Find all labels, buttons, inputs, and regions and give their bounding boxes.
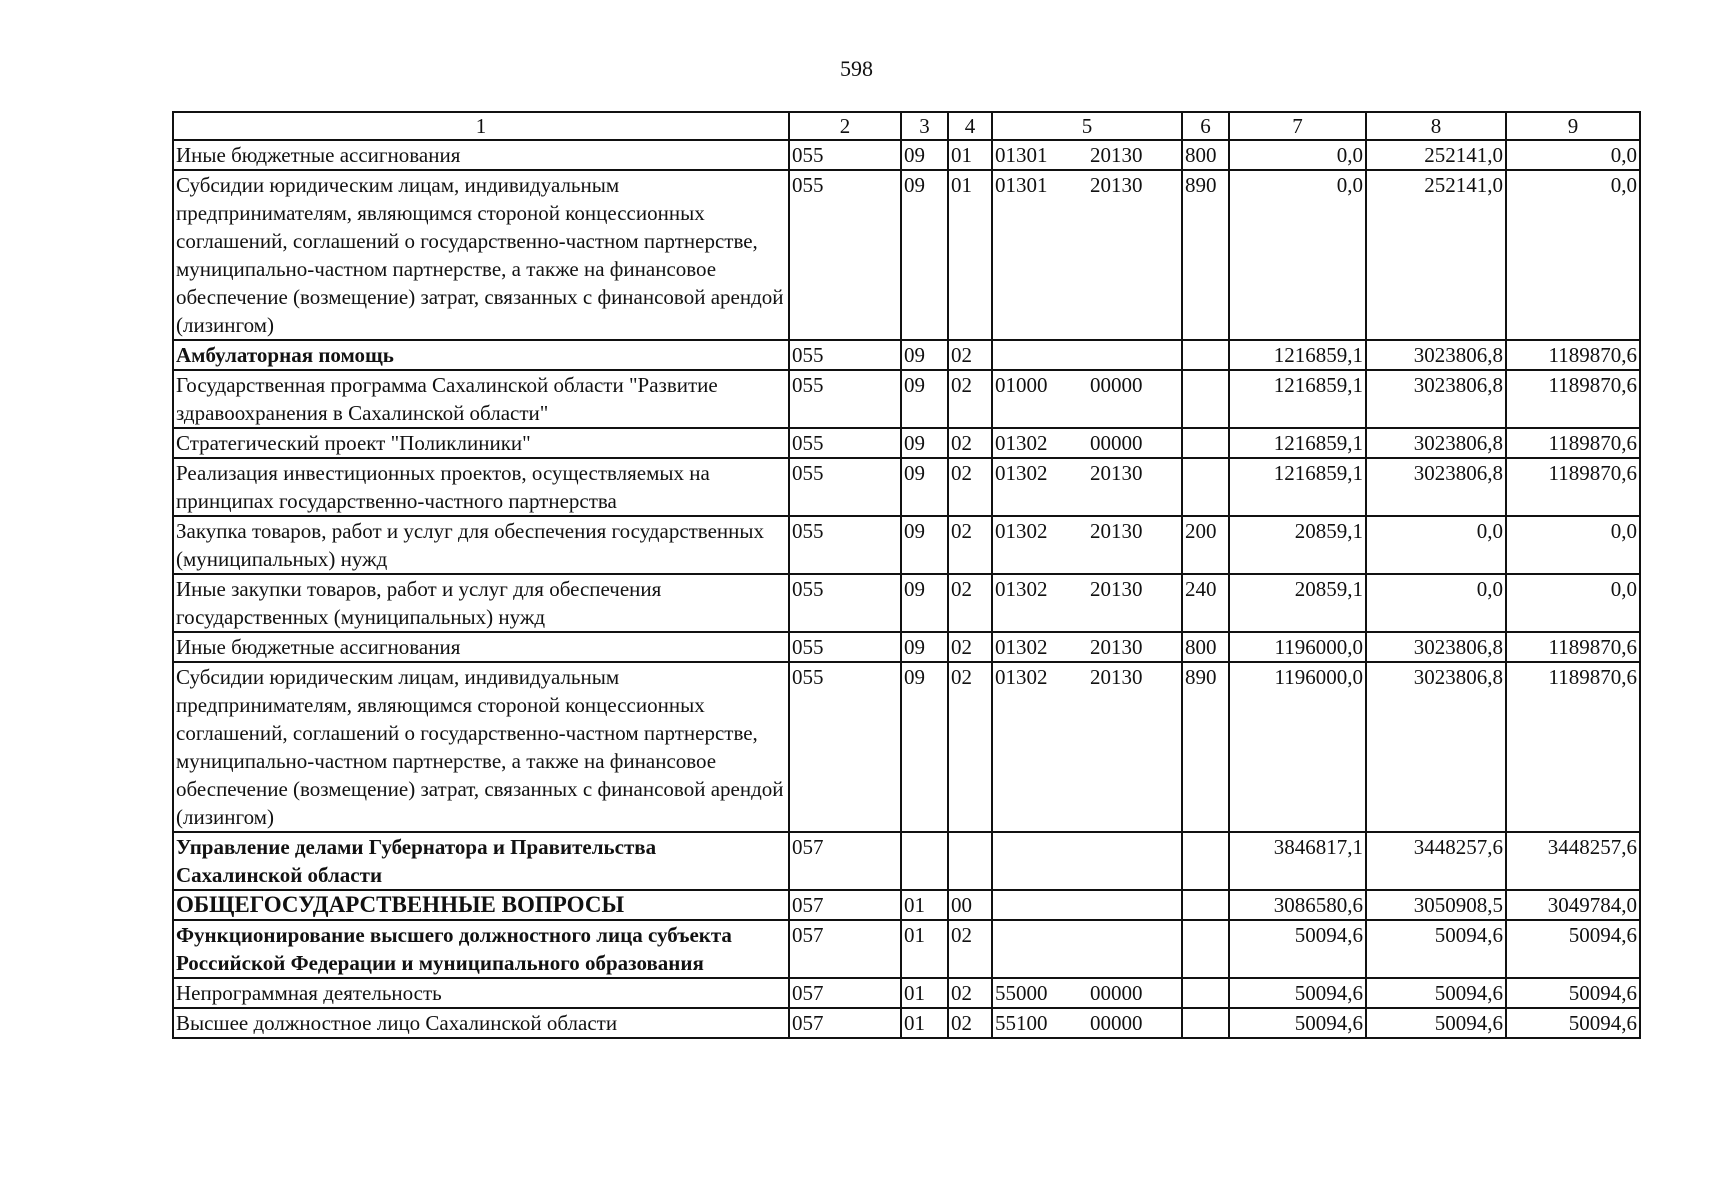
header-cell: 4 <box>948 112 992 140</box>
table-row <box>173 140 1640 170</box>
expense-type-code <box>1182 832 1229 890</box>
table-row <box>173 516 1640 574</box>
table-body <box>173 140 1640 1038</box>
expense-type-code <box>1182 978 1229 1008</box>
row-name: Функционирование высшего должностного лица субъекта Российской Федерации и муниципального образования <box>173 920 789 978</box>
table-row <box>173 920 1640 978</box>
section-code: 09 <box>901 340 948 370</box>
amount-col-9: 3448257,6 <box>1506 832 1640 890</box>
amount-col-8: 3023806,8 <box>1366 662 1506 832</box>
subsection-code: 01 <box>948 140 992 170</box>
expense-type-code <box>1182 890 1229 920</box>
target-article-program: 55000 <box>995 981 1048 1005</box>
grbs-code: 055 <box>789 428 901 458</box>
header-cell: 7 <box>1229 112 1366 140</box>
subsection-code: 02 <box>948 662 992 832</box>
target-article-code <box>992 920 1182 978</box>
grbs-code: 055 <box>789 340 901 370</box>
amount-col-7: 50094,6 <box>1229 920 1366 978</box>
section-code: 09 <box>901 428 948 458</box>
target-article-direction: 00000 <box>1090 431 1143 455</box>
section-code: 09 <box>901 170 948 340</box>
target-article-program: 01302 <box>995 665 1048 689</box>
subsection-code: 02 <box>948 1008 992 1038</box>
amount-col-7: 1216859,1 <box>1229 428 1366 458</box>
amount-col-7: 3846817,1 <box>1229 832 1366 890</box>
amount-col-7: 20859,1 <box>1229 516 1366 574</box>
target-article-program: 01302 <box>995 635 1048 659</box>
amount-col-8: 3050908,5 <box>1366 890 1506 920</box>
budget-table <box>172 111 1641 1039</box>
target-article-direction: 00000 <box>1090 1011 1143 1035</box>
target-article-direction: 20130 <box>1090 635 1143 659</box>
target-article-direction: 20130 <box>1090 173 1143 197</box>
amount-col-9: 0,0 <box>1506 516 1640 574</box>
row-name: Управление делами Губернатора и Правительства Сахалинской области <box>173 832 789 890</box>
expense-type-code: 800 <box>1182 632 1229 662</box>
table-row <box>173 632 1640 662</box>
header-cell: 2 <box>789 112 901 140</box>
subsection-code: 02 <box>948 632 992 662</box>
subsection-code: 02 <box>948 370 992 428</box>
table-row <box>173 1008 1640 1038</box>
target-article-direction: 20130 <box>1090 665 1143 689</box>
section-code: 09 <box>901 574 948 632</box>
row-name: Государственная программа Сахалинской области "Развитие здравоохранения в Сахалинской области" <box>173 370 789 428</box>
expense-type-code <box>1182 458 1229 516</box>
section-code: 09 <box>901 370 948 428</box>
section-code: 01 <box>901 1008 948 1038</box>
amount-col-9: 1189870,6 <box>1506 458 1640 516</box>
amount-col-7: 1216859,1 <box>1229 340 1366 370</box>
amount-col-9: 1189870,6 <box>1506 370 1640 428</box>
grbs-code: 055 <box>789 574 901 632</box>
grbs-code: 055 <box>789 458 901 516</box>
grbs-code: 055 <box>789 662 901 832</box>
expense-type-code: 890 <box>1182 662 1229 832</box>
table-row <box>173 890 1640 920</box>
grbs-code: 057 <box>789 832 901 890</box>
row-name: Иные бюджетные ассигнования <box>173 140 789 170</box>
target-article-program: 01302 <box>995 577 1048 601</box>
amount-col-8: 3023806,8 <box>1366 370 1506 428</box>
grbs-code: 055 <box>789 170 901 340</box>
target-article-code <box>992 1008 1182 1038</box>
table-row <box>173 370 1640 428</box>
amount-col-9: 0,0 <box>1506 574 1640 632</box>
target-article-direction: 20130 <box>1090 461 1143 485</box>
row-name: Субсидии юридическим лицам, индивидуальным предпринимателям, являющимся стороной концессионных соглашений, соглашений о государственно-частном партнерстве, муниципально-частном партнерстве, а также на финансовое обеспечение (возмещение) затрат, связанных с финансовой арендой (лизингом) <box>173 662 789 832</box>
amount-col-9: 50094,6 <box>1506 920 1640 978</box>
amount-col-7: 1216859,1 <box>1229 458 1366 516</box>
amount-col-7: 0,0 <box>1229 170 1366 340</box>
target-article-program: 01302 <box>995 461 1048 485</box>
header-cell: 1 <box>173 112 789 140</box>
amount-col-9: 1189870,6 <box>1506 632 1640 662</box>
section-code: 01 <box>901 920 948 978</box>
target-article-code <box>992 632 1182 662</box>
row-name: Иные бюджетные ассигнования <box>173 632 789 662</box>
target-article-code <box>992 516 1182 574</box>
target-article-program: 01301 <box>995 143 1048 167</box>
section-code: 09 <box>901 632 948 662</box>
row-name: Стратегический проект "Поликлиники" <box>173 428 789 458</box>
expense-type-code: 890 <box>1182 170 1229 340</box>
page-number: 598 <box>840 56 873 81</box>
amount-col-8: 0,0 <box>1366 574 1506 632</box>
subsection-code: 02 <box>948 458 992 516</box>
grbs-code: 055 <box>789 516 901 574</box>
header-cell: 3 <box>901 112 948 140</box>
target-article-program: 01302 <box>995 431 1048 455</box>
section-code: 09 <box>901 458 948 516</box>
expense-type-code <box>1182 370 1229 428</box>
amount-col-8: 50094,6 <box>1366 920 1506 978</box>
target-article-code <box>992 340 1182 370</box>
amount-col-8: 252141,0 <box>1366 140 1506 170</box>
grbs-code: 057 <box>789 890 901 920</box>
row-name: Реализация инвестиционных проектов, осуществляемых на принципах государственно-частного партнерства <box>173 458 789 516</box>
amount-col-7: 0,0 <box>1229 140 1366 170</box>
subsection-code: 00 <box>948 890 992 920</box>
grbs-code: 057 <box>789 978 901 1008</box>
target-article-code <box>992 890 1182 920</box>
target-article-code <box>992 458 1182 516</box>
header-cell: 6 <box>1182 112 1229 140</box>
target-article-program: 55100 <box>995 1011 1048 1035</box>
grbs-code: 055 <box>789 140 901 170</box>
table-row <box>173 978 1640 1008</box>
amount-col-9: 1189870,6 <box>1506 340 1640 370</box>
section-code: 09 <box>901 140 948 170</box>
expense-type-code: 200 <box>1182 516 1229 574</box>
subsection-code: 02 <box>948 428 992 458</box>
expense-type-code: 800 <box>1182 140 1229 170</box>
grbs-code: 055 <box>789 370 901 428</box>
table-row <box>173 458 1640 516</box>
target-article-direction: 00000 <box>1090 373 1143 397</box>
target-article-program: 01000 <box>995 373 1048 397</box>
amount-col-9: 50094,6 <box>1506 978 1640 1008</box>
amount-col-9: 3049784,0 <box>1506 890 1640 920</box>
table-row <box>173 662 1640 832</box>
target-article-direction: 00000 <box>1090 981 1143 1005</box>
subsection-code: 02 <box>948 516 992 574</box>
target-article-code <box>992 370 1182 428</box>
target-article-direction: 20130 <box>1090 519 1143 543</box>
expense-type-code <box>1182 920 1229 978</box>
table-row <box>173 170 1640 340</box>
amount-col-8: 50094,6 <box>1366 978 1506 1008</box>
target-article-code <box>992 832 1182 890</box>
amount-col-8: 0,0 <box>1366 516 1506 574</box>
header-cell: 5 <box>992 112 1182 140</box>
table-row <box>173 574 1640 632</box>
subsection-code: 01 <box>948 170 992 340</box>
row-name: Субсидии юридическим лицам, индивидуальным предпринимателям, являющимся стороной концессионных соглашений, соглашений о государственно-частном партнерстве, муниципально-частном партнерстве, а также на финансовое обеспечение (возмещение) затрат, связанных с финансовой арендой (лизингом) <box>173 170 789 340</box>
subsection-code: 02 <box>948 978 992 1008</box>
table-row <box>173 832 1640 890</box>
header-cell: 8 <box>1366 112 1506 140</box>
row-name: Иные закупки товаров, работ и услуг для обеспечения государственных (муниципальных) нужд <box>173 574 789 632</box>
target-article-code <box>992 574 1182 632</box>
amount-col-9: 0,0 <box>1506 170 1640 340</box>
grbs-code: 055 <box>789 632 901 662</box>
amount-col-7: 1216859,1 <box>1229 370 1366 428</box>
target-article-code <box>992 428 1182 458</box>
amount-col-9: 1189870,6 <box>1506 662 1640 832</box>
amount-col-8: 252141,0 <box>1366 170 1506 340</box>
section-code: 01 <box>901 890 948 920</box>
target-article-direction: 20130 <box>1090 143 1143 167</box>
amount-col-7: 50094,6 <box>1229 1008 1366 1038</box>
table-row <box>173 340 1640 370</box>
amount-col-7: 1196000,0 <box>1229 662 1366 832</box>
target-article-code <box>992 978 1182 1008</box>
amount-col-8: 3023806,8 <box>1366 458 1506 516</box>
expense-type-code <box>1182 1008 1229 1038</box>
section-code <box>901 832 948 890</box>
amount-col-9: 50094,6 <box>1506 1008 1640 1038</box>
amount-col-9: 0,0 <box>1506 140 1640 170</box>
header-row <box>173 112 1640 140</box>
row-name: Закупка товаров, работ и услуг для обеспечения государственных (муниципальных) нужд <box>173 516 789 574</box>
row-name: Высшее должностное лицо Сахалинской области <box>173 1008 789 1038</box>
amount-col-8: 3023806,8 <box>1366 632 1506 662</box>
amount-col-7: 20859,1 <box>1229 574 1366 632</box>
amount-col-8: 3023806,8 <box>1366 340 1506 370</box>
amount-col-7: 3086580,6 <box>1229 890 1366 920</box>
amount-col-7: 50094,6 <box>1229 978 1366 1008</box>
expense-type-code <box>1182 340 1229 370</box>
target-article-code <box>992 140 1182 170</box>
amount-col-7: 1196000,0 <box>1229 632 1366 662</box>
section-code: 01 <box>901 978 948 1008</box>
target-article-code <box>992 662 1182 832</box>
table-row <box>173 428 1640 458</box>
target-article-code <box>992 170 1182 340</box>
amount-col-8: 3023806,8 <box>1366 428 1506 458</box>
section-code: 09 <box>901 516 948 574</box>
subsection-code: 02 <box>948 920 992 978</box>
grbs-code: 057 <box>789 920 901 978</box>
target-article-direction: 20130 <box>1090 577 1143 601</box>
section-code: 09 <box>901 662 948 832</box>
row-name: ОБЩЕГОСУДАРСТВЕННЫЕ ВОПРОСЫ <box>173 890 789 920</box>
expense-type-code: 240 <box>1182 574 1229 632</box>
subsection-code <box>948 832 992 890</box>
amount-col-9: 1189870,6 <box>1506 428 1640 458</box>
target-article-program: 01302 <box>995 519 1048 543</box>
amount-col-8: 3448257,6 <box>1366 832 1506 890</box>
amount-col-8: 50094,6 <box>1366 1008 1506 1038</box>
row-name: Непрограммная деятельность <box>173 978 789 1008</box>
subsection-code: 02 <box>948 574 992 632</box>
header-cell: 9 <box>1506 112 1640 140</box>
subsection-code: 02 <box>948 340 992 370</box>
expense-type-code <box>1182 428 1229 458</box>
grbs-code: 057 <box>789 1008 901 1038</box>
row-name: Амбулаторная помощь <box>173 340 789 370</box>
target-article-program: 01301 <box>995 173 1048 197</box>
